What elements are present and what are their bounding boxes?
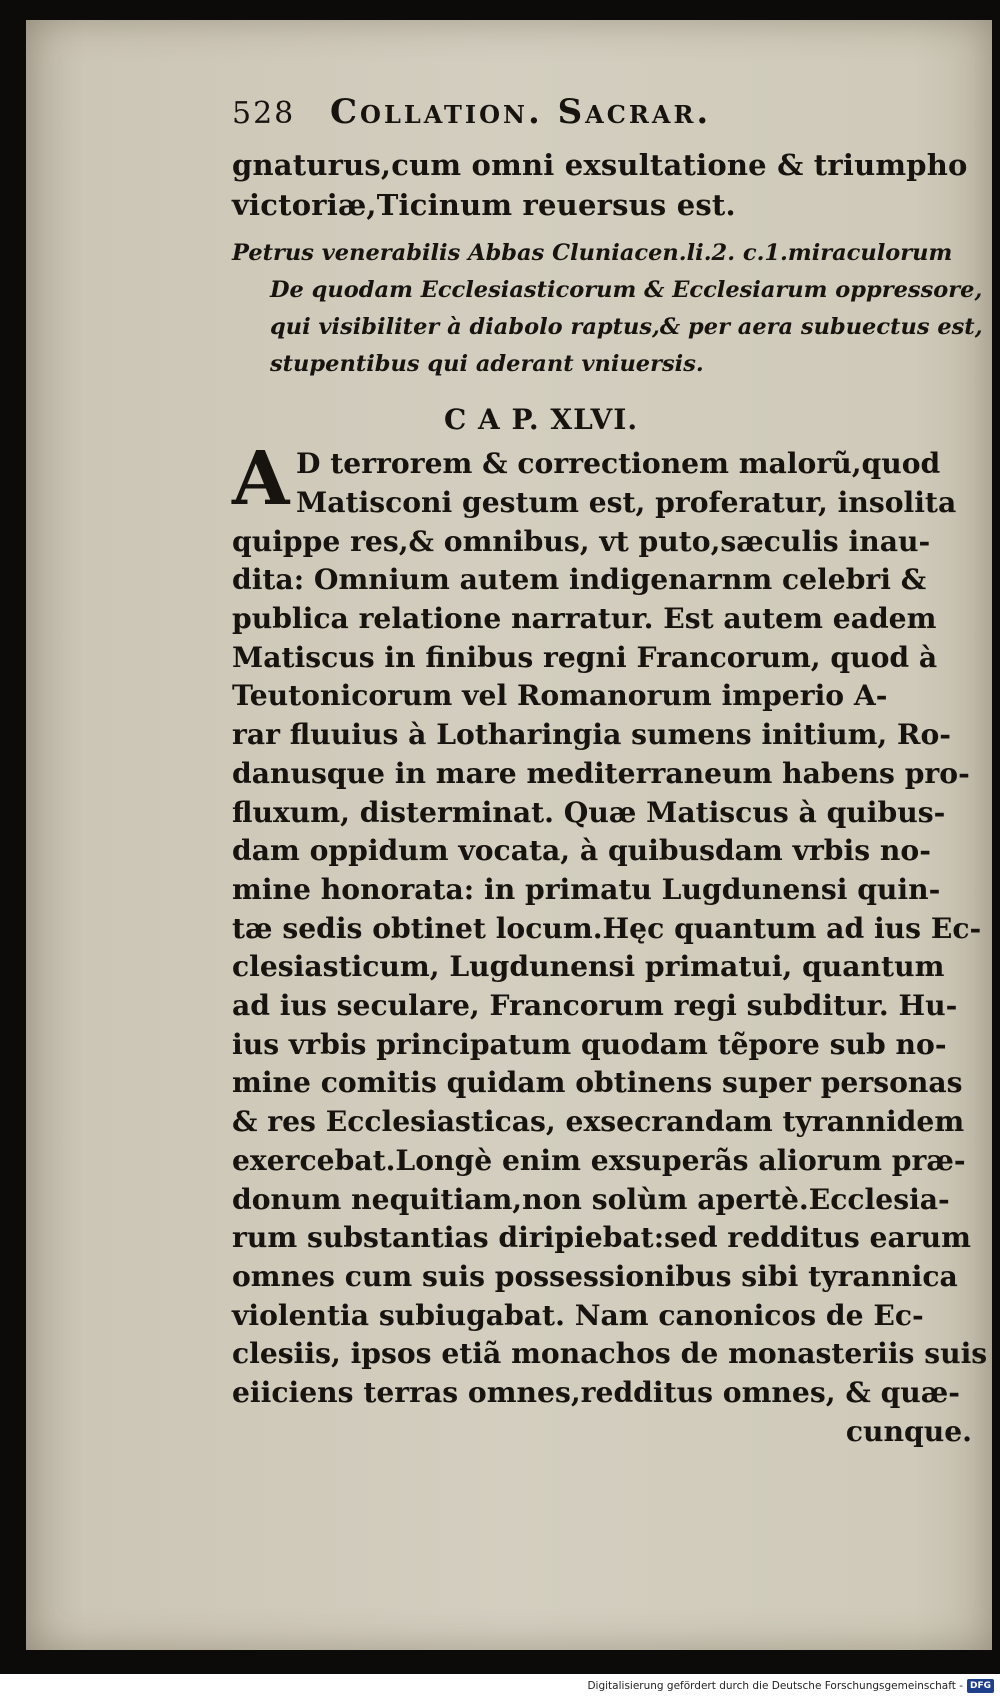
page-content	[232, 92, 988, 1451]
digitization-footer	[0, 1674, 1000, 1698]
summary-line: qui visibiliter à diabolo raptus,& per aera subuectus est,	[270, 314, 983, 341]
chapter-text	[232, 436, 988, 1451]
continuation-line: gnaturus,cum omni exsultatione & triumpho	[232, 148, 968, 182]
page-number: 528	[232, 96, 296, 131]
running-title: Collation. Sacrar.	[330, 92, 712, 132]
continuation-line: victoriæ,Ticinum reuersus est.	[232, 187, 736, 222]
text-line: ius vrbis principatum quodam tẽpore sub no-	[232, 1027, 947, 1061]
chapter-heading: C A P. XLVI.	[444, 403, 639, 437]
text-line: donum nequitiam,non solùm apertè.Ecclesia-	[232, 1182, 950, 1216]
summary-line: De quodam Ecclesiasticorum & Ecclesiarum oppressore,	[270, 277, 983, 304]
footer-credit: Digitalisierung gefördert durch die Deutsche Forschungsgemeinschaft -	[587, 1680, 963, 1692]
text-line: Teutonicorum vel Romanorum imperio A-	[232, 679, 888, 713]
chapter-summary	[232, 235, 983, 383]
text-line: dita: Omnium autem indigenarnm celebri &	[232, 563, 927, 597]
book-page	[26, 20, 992, 1650]
continuation-text	[232, 146, 972, 225]
text-line: exercebat.Longè enim exsuperãs aliorum præ-	[232, 1143, 966, 1177]
text-line: dam oppidum vocata, à quibusdam vrbis no-	[232, 834, 931, 868]
drop-cap: A	[232, 436, 290, 523]
text-line: publica relatione narratur. Est autem eadem	[232, 602, 937, 635]
text-line: quippe res,& omnibus, vt puto,sæculis inau-	[232, 524, 931, 558]
text-line: mine honorata: in primatu Lugdunensi quin-	[232, 872, 941, 906]
text-line: Matisconi gestum est, proferatur, insolita	[296, 485, 957, 519]
text-line: fluxum, disterminat. Quæ Matiscus à quibus-	[232, 795, 946, 829]
text-line: clesiasticum, Lugdunensi primatui, quantum	[232, 950, 945, 984]
text-line: rum substantias diripiebat:sed redditus earum	[232, 1221, 971, 1255]
text-line: eiiciens terras omnes,redditus omnes, & quæ-	[232, 1376, 960, 1410]
text-line: violentia subiugabat. Nam canonicos de Ec-	[232, 1298, 924, 1332]
text-line: clesiis, ipsos etiã monachos de monasteriis suis	[232, 1337, 988, 1371]
running-header	[232, 92, 972, 142]
text-line: rar fluuius à Lotharingia sumens initium, Ro-	[232, 718, 951, 752]
text-line: danusque in mare mediterraneum habens pro-	[232, 756, 970, 790]
summary-line: stupentibus qui aderant vniuersis.	[270, 351, 704, 378]
text-line: Matiscus in finibus regni Francorum, quod à	[232, 640, 938, 674]
text-line: ad ius seculare, Francorum regi subditur. Hu-	[232, 989, 958, 1023]
text-line: omnes cum suis possessionibus sibi tyrannica	[232, 1259, 958, 1293]
text-line: D terrorem & correctionem malorũ,quod	[296, 447, 941, 481]
dfg-logo-badge: DFG	[967, 1679, 994, 1693]
text-line: tæ sedis obtinet locum.Hęc quantum ad ius Ec-	[232, 911, 982, 945]
catchword: cunque.	[845, 1414, 972, 1448]
summary-line: Petrus venerabilis Abbas Cluniacen.li.2. c.1.miraculorum	[232, 240, 953, 267]
text-line: & res Ecclesiasticas, exsecrandam tyrannidem	[232, 1105, 965, 1139]
text-line: mine comitis quidam obtinens super personas	[232, 1066, 963, 1100]
